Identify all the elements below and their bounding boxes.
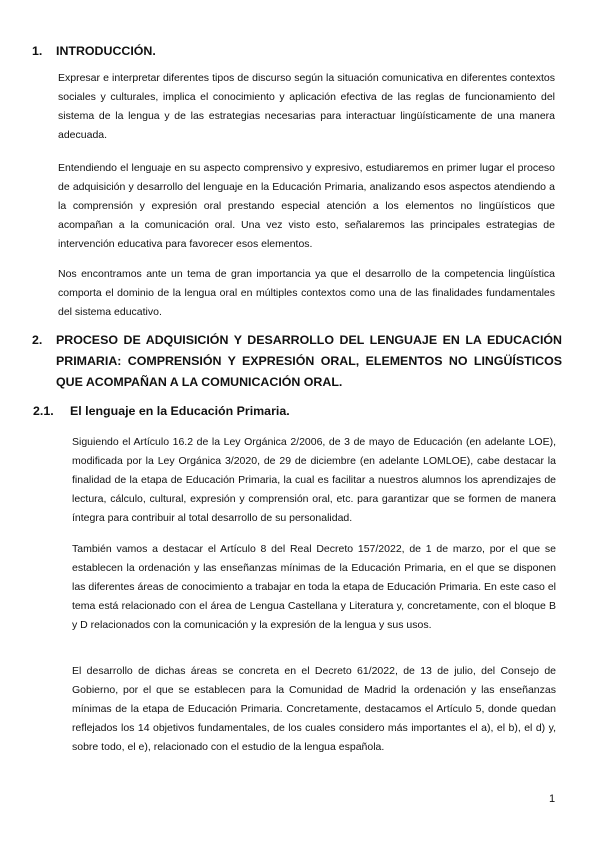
section-title: PROCESO DE ADQUISICIÓN Y DESARROLLO DEL LENGUAJE EN LA EDUCACIÓN PRIMARIA: COMPRENSIÓN Y EXPRESIÓN ORAL, ELEMENTOS NO LINGÜÍSTICOS QUE ACOMPAÑAN A LA COMUNICACIÓN ORAL.: [56, 333, 562, 389]
paragraph-intro-1: Expresar e interpretar diferentes tipos de discurso según la situación comunicativa en diferentes contextos sociales y culturales, implica el conocimiento y aplicación efectiva de las reglas de funcionamiento del sistema de la lengua y de las estrategias necesarias para interactuar lingüísticamente de una manera adecuada.: [58, 72, 555, 142]
paragraph-2-1-a: Siguiendo el Artículo 16.2 de la Ley Orgánica 2/2006, de 3 de mayo de Educación (en adelante LOE), modificada por la Ley Orgánica 3/2020, de 29 de diciembre (en adelante LOMLOE), cabe destacar la finalidad de la etapa de Educación Primaria, la cual es facilitar a nuestros alumnos los aprendizajes de lectura, cálculo, cultural, expresión y comprensión oral, etc. para garantizar que se formen de manera íntegra para contribuir al total desarrollo de su personalidad.: [72, 436, 556, 525]
paragraph-2-1-c: El desarrollo de dichas áreas se concreta en el Decreto 61/2022, de 13 de julio, del Consejo de Gobierno, por el que se establecen para la Comunidad de Madrid la ordenación y las enseñanzas mínimas de la etapa de Educación Primaria. Concretamente, destacamos el Artículo 5, donde quedan reflejados los 14 objetivos fundamentales, de los cuales considero más importantes el a), el b), el d) y, sobre todo, el e), relacionado con el estudio de la lengua española.: [72, 665, 556, 754]
section-number: 1.: [32, 44, 43, 58]
paragraph-2-1-b: También vamos a destacar el Artículo 8 del Real Decreto 157/2022, de 1 de marzo, por el que se establecen la ordenación y las enseñanzas mínimas de la Educación Primaria, en el que se disponen las diferentes áreas de conocimiento a trabajar en toda la etapa de Educación Primaria. En este caso el tema está relacionado con el área de Lengua Castellana y Literatura y, concretamente, con el bloque B y D relacionados con la comunicación y la expresión de la lengua y sus usos.: [72, 543, 556, 632]
section-number: 2.: [32, 333, 43, 347]
section-title: INTRODUCCIÓN.: [56, 44, 156, 58]
section-heading-1: [32, 41, 562, 62]
paragraph-intro-2: Entendiendo el lenguaje en su aspecto comprensivo y expresivo, estudiaremos en primer lugar el proceso de adquisición y desarrollo del lenguaje en la Educación Primaria, analizando esos aspectos atendiendo a la comprensión y expresión oral prestando especial atención a los elementos no lingüísticos que acompañan a la comunicación oral. Una vez visto esto, señalaremos las principales estrategias de intervención educativa para favorecer esos elementos.: [58, 162, 555, 251]
subsection-title: El lenguaje en la Educación Primaria.: [70, 404, 290, 418]
subsection-number: 2.1.: [33, 404, 54, 418]
section-heading-2: [32, 330, 562, 393]
page-number: 1: [549, 793, 556, 805]
paragraph-intro-3: Nos encontramos ante un tema de gran importancia ya que el desarrollo de la competencia lingüística comporta el dominio de la lengua oral en múltiples contextos como una de las finalidades fundamentales del sistema educativo.: [58, 268, 555, 319]
subsection-heading-2-1: [33, 402, 553, 420]
